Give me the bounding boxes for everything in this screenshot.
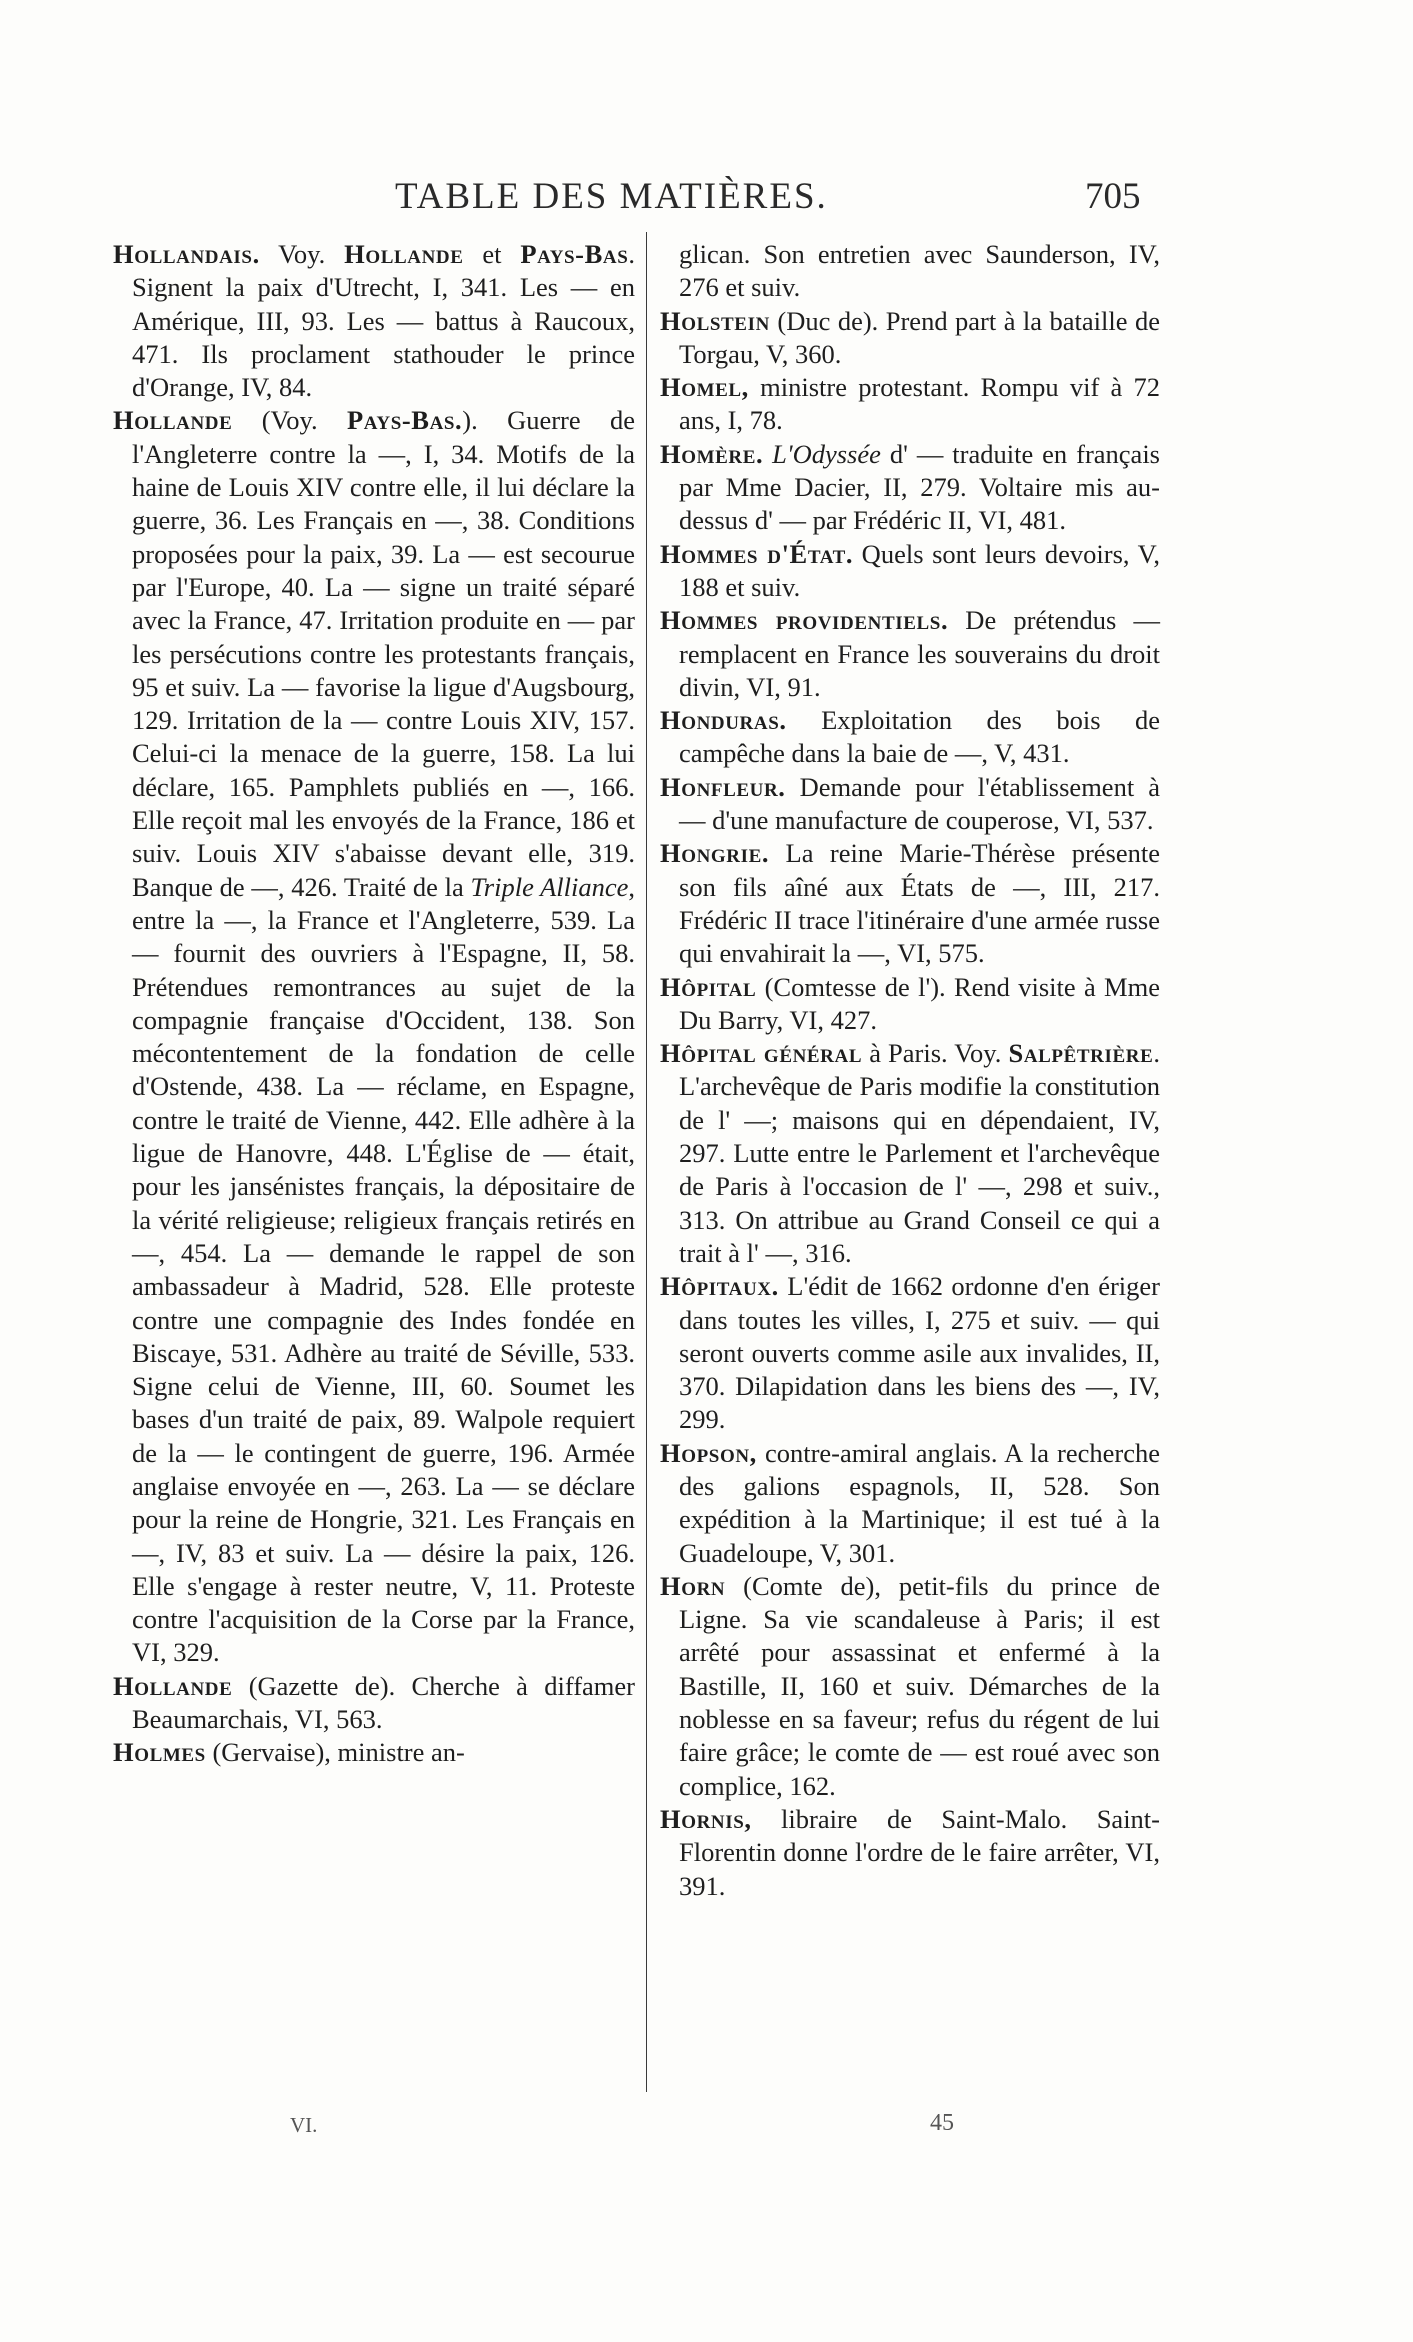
- entry-text: De prétendus — remplacent en France les souverains du droit divin, VI, 91.: [679, 605, 1160, 702]
- index-entry: [660, 238, 1160, 305]
- index-entry: [660, 771, 1160, 838]
- index-entry: [660, 1270, 1160, 1436]
- entry-text: . Signent la paix d'Utrecht, I, 341. Les — en Amérique, III, 93. Les — battus à Raucoux, 471. Ils proclament stathouder le prince d'Orange, IV, 84.: [132, 239, 635, 403]
- index-entry: [113, 1670, 635, 1737]
- entry-text: libraire de Saint-Malo. Saint-Florentin donne l'ordre de le faire arrêter, VI, 391.: [679, 1803, 1160, 1901]
- entry-headword: Honduras.: [660, 705, 787, 736]
- cross-reference: Hollande: [344, 239, 464, 269]
- entry-headword: Hornis,: [660, 1803, 752, 1834]
- italic-title: L'Odyssée: [772, 438, 881, 469]
- entry-headword: Hôpital général: [660, 1038, 863, 1069]
- entry-text: à Paris. Voy.: [862, 1038, 1009, 1069]
- entry-text: Exploitation des bois de campêche dans la baie de —, V, 431.: [679, 705, 1160, 769]
- entry-text: La reine Marie-Thérèse présente son fils aîné aux États de —, III, 217. Frédéric II trace l'itinéraire d'une armée russe qui envahirait la —, VI, 575.: [679, 838, 1160, 969]
- signature-mark: VI.: [290, 2113, 318, 2137]
- entry-headword: Honfleur.: [660, 771, 786, 802]
- entry-headword: Homère.: [660, 438, 764, 469]
- entry-text: ). Guerre de l'Angleterre contre la —, I, 34. Motifs de la haine de Louis XIV contre elle, il lui déclare la guerre, 36. Les Français en —, 38. Conditions proposées pour la paix, 39. La — est secourue par l'Europe, 40. La — signe un traité séparé avec la France, 47. Irritation produite en — par les persécutions contre les protestants français, 95 et suiv. La — favorise la ligue d'Augsbourg, 129. Irritation de la — contre Louis XIV, 157. Celui-ci la menace de la guerre, 158. La lui déclare, 165. Pamphlets publiés en —, 166. Elle reçoit mal les envoyés de la France, 186 et suiv. Louis XIV s'abaisse devant elle, 319. Banque de —, 426. Traité de la: [132, 405, 635, 902]
- cross-reference: Pays-Bas.: [347, 405, 463, 436]
- cross-reference: Salpêtrière: [1008, 1038, 1154, 1069]
- entry-text: ministre protestant. Rompu vif à 72 ans, I, 78.: [679, 372, 1160, 436]
- index-entry: [660, 438, 1160, 538]
- index-entry: [660, 1037, 1160, 1270]
- entry-text: d' — traduite en français par Mme Dacier, II, 279. Voltaire mis au-dessus d' — par Frédéric II, VI, 481.: [679, 438, 1160, 536]
- entry-text: , entre la —, la France et l'Angleterre, 539. La — fournit des ouvriers à l'Espagne, II, 58. Prétendues remontrances au sujet de la compagnie française d'Occident, 138. Son mécontentement de la fondation de celle d'Ostende, 438. La — réclame, en Espagne, contre le traité de Vienne, 442. Elle adhère à la ligue de Hanovre, 448. L'Église de — était, pour les jansénistes français, la dépositaire de la vérité religieuse; religieux français retirés en —, 454. La — demande le rappel de son ambassadeur à Madrid, 528. Elle proteste contre une compagnie des Indes fondée en Biscaye, 531. Adhère au traité de Séville, 533. Signe celui de Vienne, III, 60. Soumet les bases d'un traité de paix, 89. Walpole requiert de la — le contingent de guerre, 196. Armée anglaise envoyée en —, 263. La — se déclare pour la reine de Hongrie, 321. Les Français en —, IV, 83 et suiv. La — désire la paix, 126. Elle s'engage à rester neutre, V, 11. Proteste contre l'acquisition de la Corse par la France, VI, 329.: [132, 871, 635, 1668]
- cross-reference: Pays-Bas: [520, 239, 629, 269]
- entry-headword: Hommes d'État.: [660, 538, 854, 569]
- right-column: [660, 238, 1160, 1903]
- entry-text: (Gazette de). Cherche à diffamer Beaumarchais, VI, 563.: [132, 1670, 635, 1735]
- index-entry: [660, 1570, 1160, 1803]
- index-entry: [660, 837, 1160, 970]
- entry-headword: Hollande: [113, 1670, 233, 1701]
- index-entry: [113, 404, 635, 1669]
- entry-text: L'édit de 1662 ordonne d'en ériger dans toutes les villes, I, 275 et suiv. — qui seront ouverts comme asile aux invalides, II, 370. Dilapidation dans les biens des —, IV, 299.: [679, 1271, 1160, 1435]
- index-entry: [113, 1736, 635, 1769]
- column-divider: [646, 232, 647, 2092]
- entry-text: (Gervaise), ministre an-: [205, 1737, 465, 1768]
- index-entry: [660, 1803, 1160, 1903]
- index-entry: [660, 371, 1160, 438]
- entry-headword: Horn: [660, 1570, 726, 1601]
- entry-headword: Hommes providentiels.: [660, 605, 949, 636]
- entry-headword: Hongrie.: [660, 838, 770, 869]
- index-entry: [660, 604, 1160, 704]
- entry-headword: Hopson,: [660, 1437, 757, 1468]
- entry-headword: Holstein: [660, 305, 770, 336]
- sheet-number: 45: [930, 2110, 954, 2136]
- entry-headword: Homel,: [660, 372, 749, 403]
- index-entry: [660, 538, 1160, 605]
- entry-headword: Hollandais.: [113, 239, 260, 269]
- running-title: TABLE DES MATIÈRES.: [395, 176, 828, 217]
- index-entry: [660, 1437, 1160, 1570]
- running-header: [0, 175, 1413, 215]
- page-number: 705: [1085, 176, 1141, 217]
- entry-text: glican. Son entretien avec Saunderson, IV, 276 et suiv.: [679, 239, 1160, 303]
- entry-text: (Comte de), petit-fils du prince de Ligne. Sa vie scandaleuse à Paris; il est arrêté pour assassinat et enfermé à la Bastille, II, 160 et suiv. Démarches de la noblesse en sa faveur; refus du régent de lui faire grâce; le comte de — est roué avec son complice, 162.: [679, 1570, 1160, 1801]
- entry-text: [763, 439, 772, 469]
- index-entry: [113, 238, 635, 404]
- index-entry: [660, 704, 1160, 771]
- entry-text: (Duc de). Prend part à la bataille de Torgau, V, 360.: [679, 305, 1160, 369]
- entry-text: et: [463, 239, 521, 269]
- entry-headword: Hôpitaux.: [660, 1271, 779, 1302]
- entry-headword: Hollande: [113, 405, 233, 436]
- entry-text: Quels sont leurs devoirs, V, 188 et suiv.: [679, 538, 1160, 602]
- left-column: [113, 238, 635, 1770]
- entry-headword: Holmes: [113, 1737, 206, 1768]
- index-entry: [660, 305, 1160, 372]
- entry-text: . L'archevêque de Paris modifie la constitution de l' —; maisons qui en dépendaient, IV, 297. Lutte entre le Parlement et l'archevêque de Paris à l'occasion de l' —, 298 et suiv., 313. On attribue au Grand Conseil ce qui a trait à l' —, 316.: [679, 1038, 1160, 1268]
- entry-headword: Hôpital: [660, 971, 757, 1002]
- entry-text: (Voy.: [232, 405, 348, 436]
- entry-text: (Comtesse de l'). Rend visite à Mme Du Barry, VI, 427.: [679, 971, 1160, 1035]
- entry-text: Demande pour l'établissement à — d'une manufacture de couperose, VI, 537.: [679, 771, 1160, 836]
- italic-title: Triple Alliance: [470, 871, 629, 902]
- entry-text: Voy.: [259, 239, 345, 269]
- index-entry: [660, 971, 1160, 1038]
- entry-text: contre-amiral anglais. A la recherche des galions espagnols, II, 528. Son expédition à la Martinique; il est tué à la Guadeloupe, V, 301.: [679, 1437, 1160, 1568]
